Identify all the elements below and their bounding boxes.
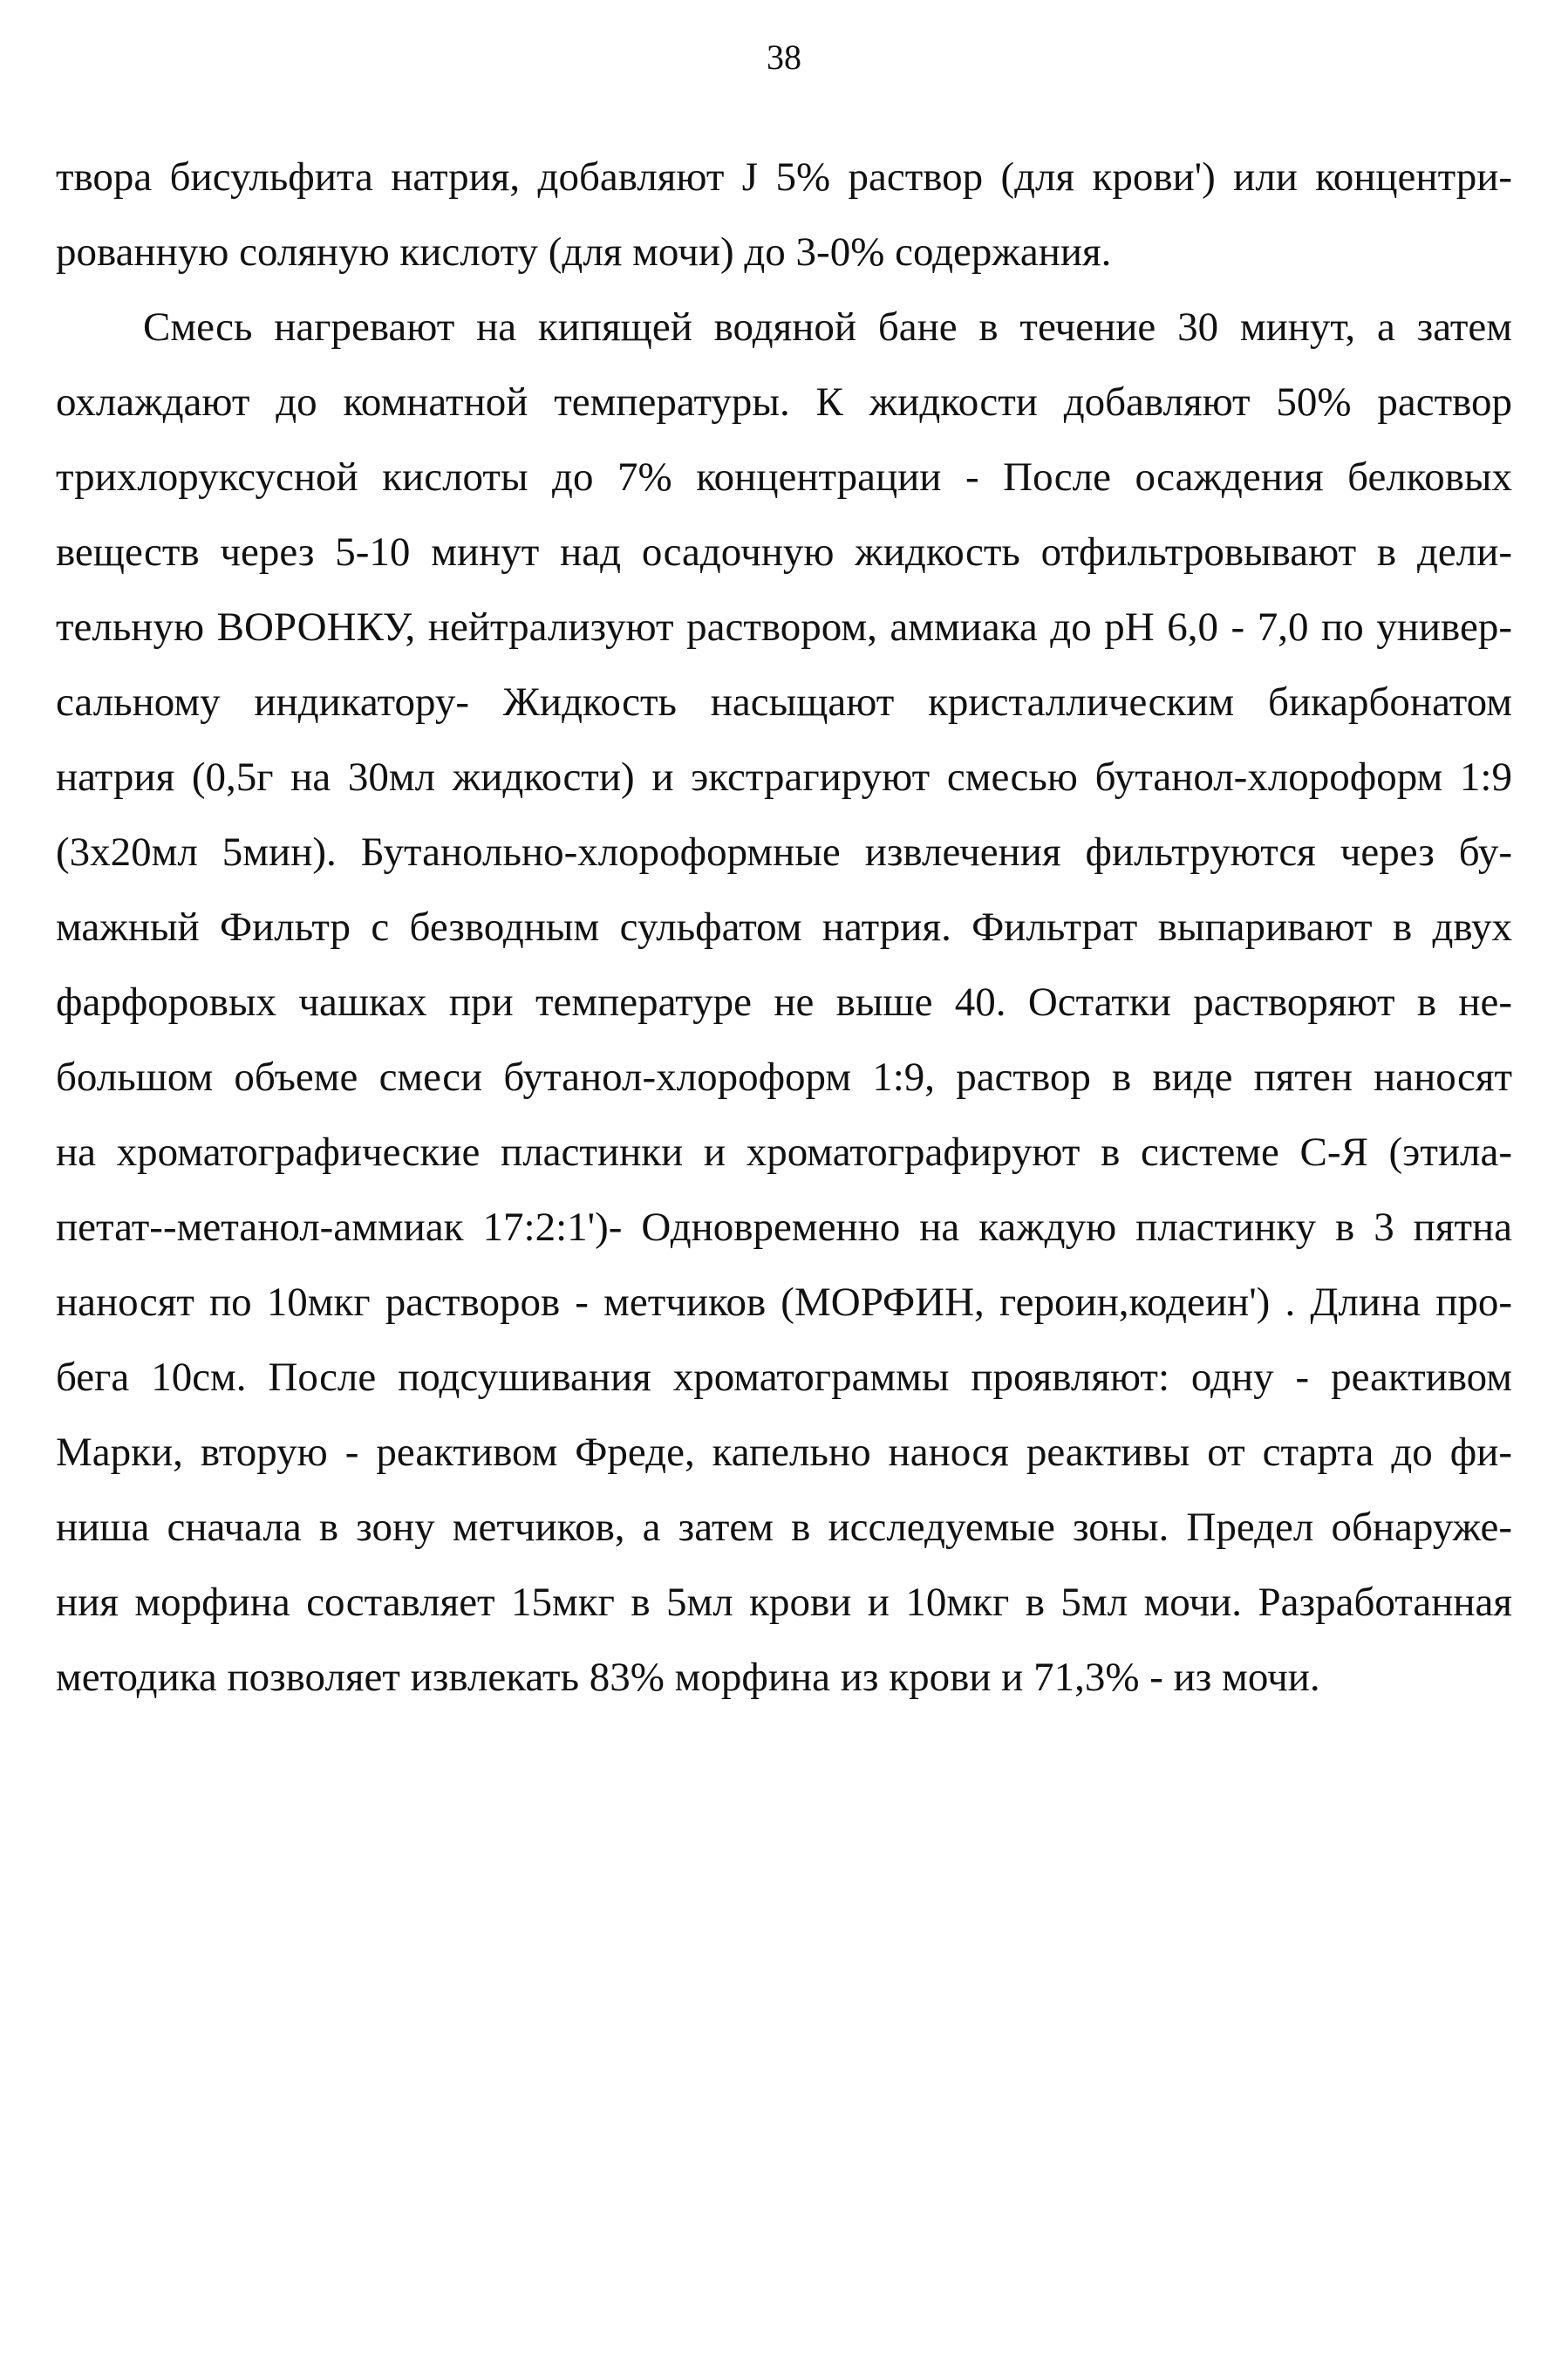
text-line: рованную соляную кислоту (для мочи) до 3-0% содержания. [56, 229, 1112, 275]
text-line: Марки, вторую - реактивом Фреде, капельно нанося реактивы от старта до фи- [56, 1430, 1512, 1475]
text-line: большом объеме смеси бутанол-хлороформ 1:9, раствор в виде пятен наносят [56, 1055, 1512, 1100]
text-line: твора бисульфита натрия, добавляют J 5% раствор (для крови') или концентри- [56, 154, 1512, 200]
text-line: ниша сначала в зону метчиков, а затем в исследуемые зоны. Предел обнаруже- [56, 1505, 1512, 1550]
body-text [56, 140, 1512, 1715]
text-line: натрия (0,5г на 30мл жидкости) и экстрагируют смесью бутанол-хлороформ 1:9 [56, 754, 1512, 800]
text-line: трихлоруксусной кислоты до 7% концентрации - После осаждения белковых [56, 454, 1512, 500]
text-line: наносят по 10мкг растворов - метчиков (МОРФИН, героин,кодеин') . Длина про- [56, 1280, 1512, 1325]
text-line: петат--метанол-аммиак 17:2:1')- Одновременно на каждую пластинку в 3 пятна [56, 1205, 1512, 1250]
text-line: тельную ВОРОНКУ, нейтрализуют раствором, аммиака до рН 6,0 - 7,0 по универ- [56, 604, 1512, 650]
text-line: мажный Фильтр с безводным сульфатом натрия. Фильтрат выпаривают в двух [56, 904, 1512, 950]
text-line: бега 10см. После подсушивания хроматограммы проявляют: одну - реактивом [56, 1355, 1512, 1400]
paragraph-1 [56, 140, 1512, 290]
text-line: ния морфина составляет 15мкг в 5мл крови и 10мкг в 5мл мочи. Разработанная [56, 1580, 1512, 1625]
text-line: охлаждают до комнатной температуры. К жидкости добавляют 50% раствор [56, 379, 1512, 425]
text-line: сальному индикатору- Жидкость насыщают кристаллическим бикарбонатом [56, 679, 1512, 725]
text-line: Смесь нагревают на кипящей водяной бане в течение 30 минут, а затем [143, 304, 1512, 350]
paragraph-2 [56, 290, 1512, 1715]
text-line: веществ через 5-10 минут над осадочную жидкость отфильтровывают в дели- [56, 529, 1512, 575]
text-line: на хроматографические пластинки и хроматографируют в системе С-Я (этила- [56, 1130, 1512, 1175]
text-line: (3х20мл 5мин). Бутанольно-хлороформные извлечения фильтруются через бу- [56, 829, 1512, 875]
page-number: 38 [767, 38, 801, 77]
text-line: фарфоровых чашках при температуре не выше 40. Остатки растворяют в не- [56, 980, 1512, 1025]
text-line: методика позволяет извлекать 83% морфина из крови и 71,3% - из мочи. [56, 1655, 1320, 1700]
